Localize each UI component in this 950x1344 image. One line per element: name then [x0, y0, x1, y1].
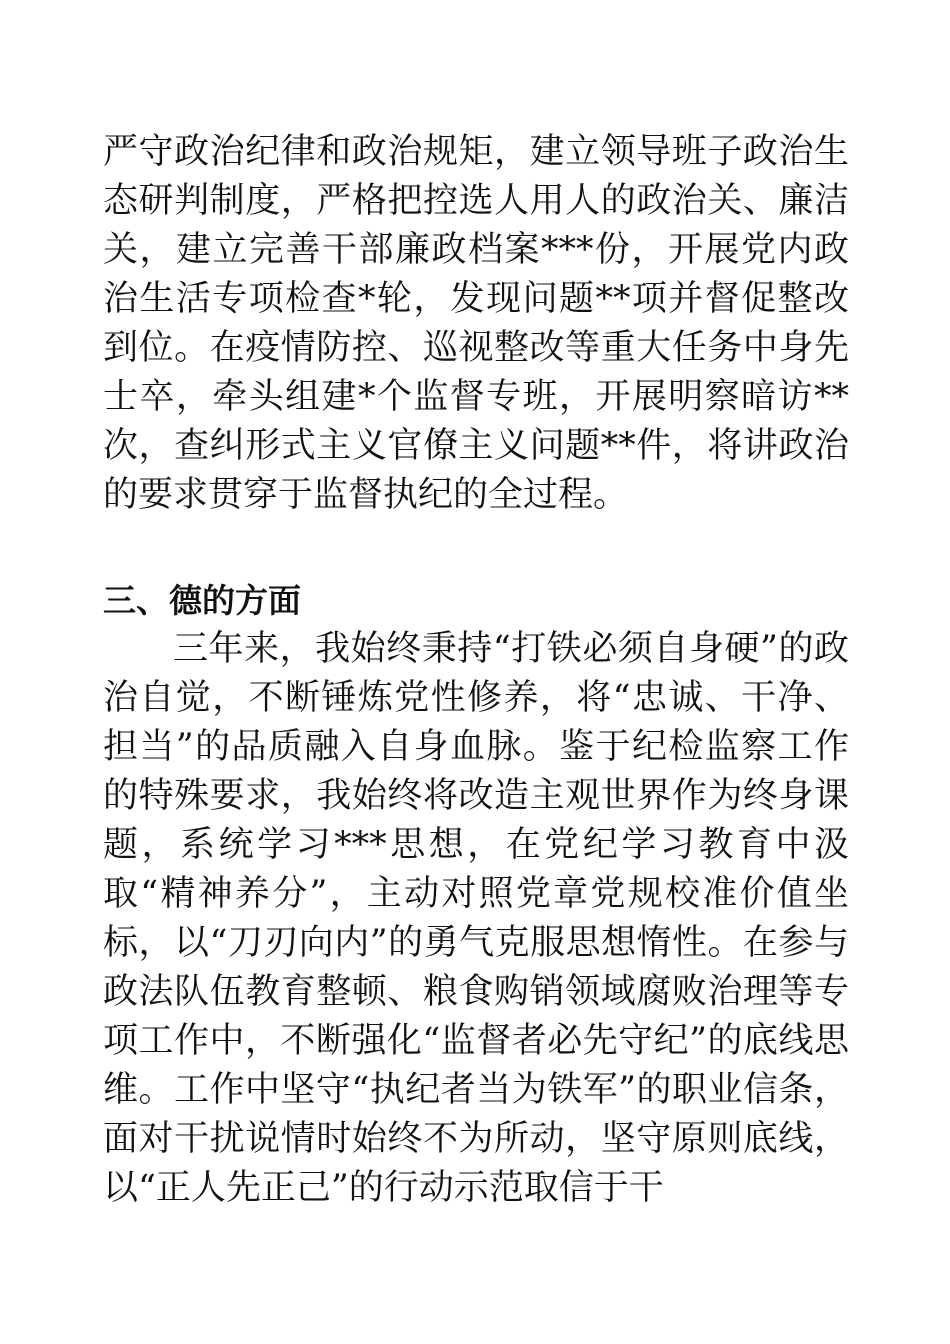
document-body	[103, 128, 849, 1213]
paragraph-political-discipline: 严守政治纪律和政治规矩，建立领导班子政治生态研判制度，严格把控选人用人的政治关、廉洁关，建立完善干部廉政档案***份，开展党内政治生活专项检查*轮，发现问题**项并督促整改到位。在疫情防控、巡视整改等重大任务中身先士卒，牵头组建*个监督专班，开展明察暗访**次，查纠形式主义官僚主义问题**件，将讲政治的要求贯穿于监督执纪的全过程。	[103, 132, 849, 515]
paragraph-morality: 三年来，我始终秉持“打铁必须自身硬”的政治自觉，不断锤炼党性修养，将“忠诚、干净、担当”的品质融入自身血脉。鉴于纪检监察工作的特殊要求，我始终将改造主观世界作为终身课题，系统学习***思想，在党纪学习教育中汲取“精神养分”，主动对照党章党规校准价值坐标，以“刀刃向内”的勇气克服思想惰性。在参与政法队伍教育整顿、粮食购销领域腐败治理等专项工作中，不断强化“监督者必先守纪”的底线思维。工作中坚守“执纪者当为铁军”的职业信条，面对干扰说情时始终不为所动，坚守原则底线，以“正人先正己”的行动示范取信于干	[103, 629, 849, 1208]
section-heading-morality: 三、德的方面	[103, 581, 301, 620]
